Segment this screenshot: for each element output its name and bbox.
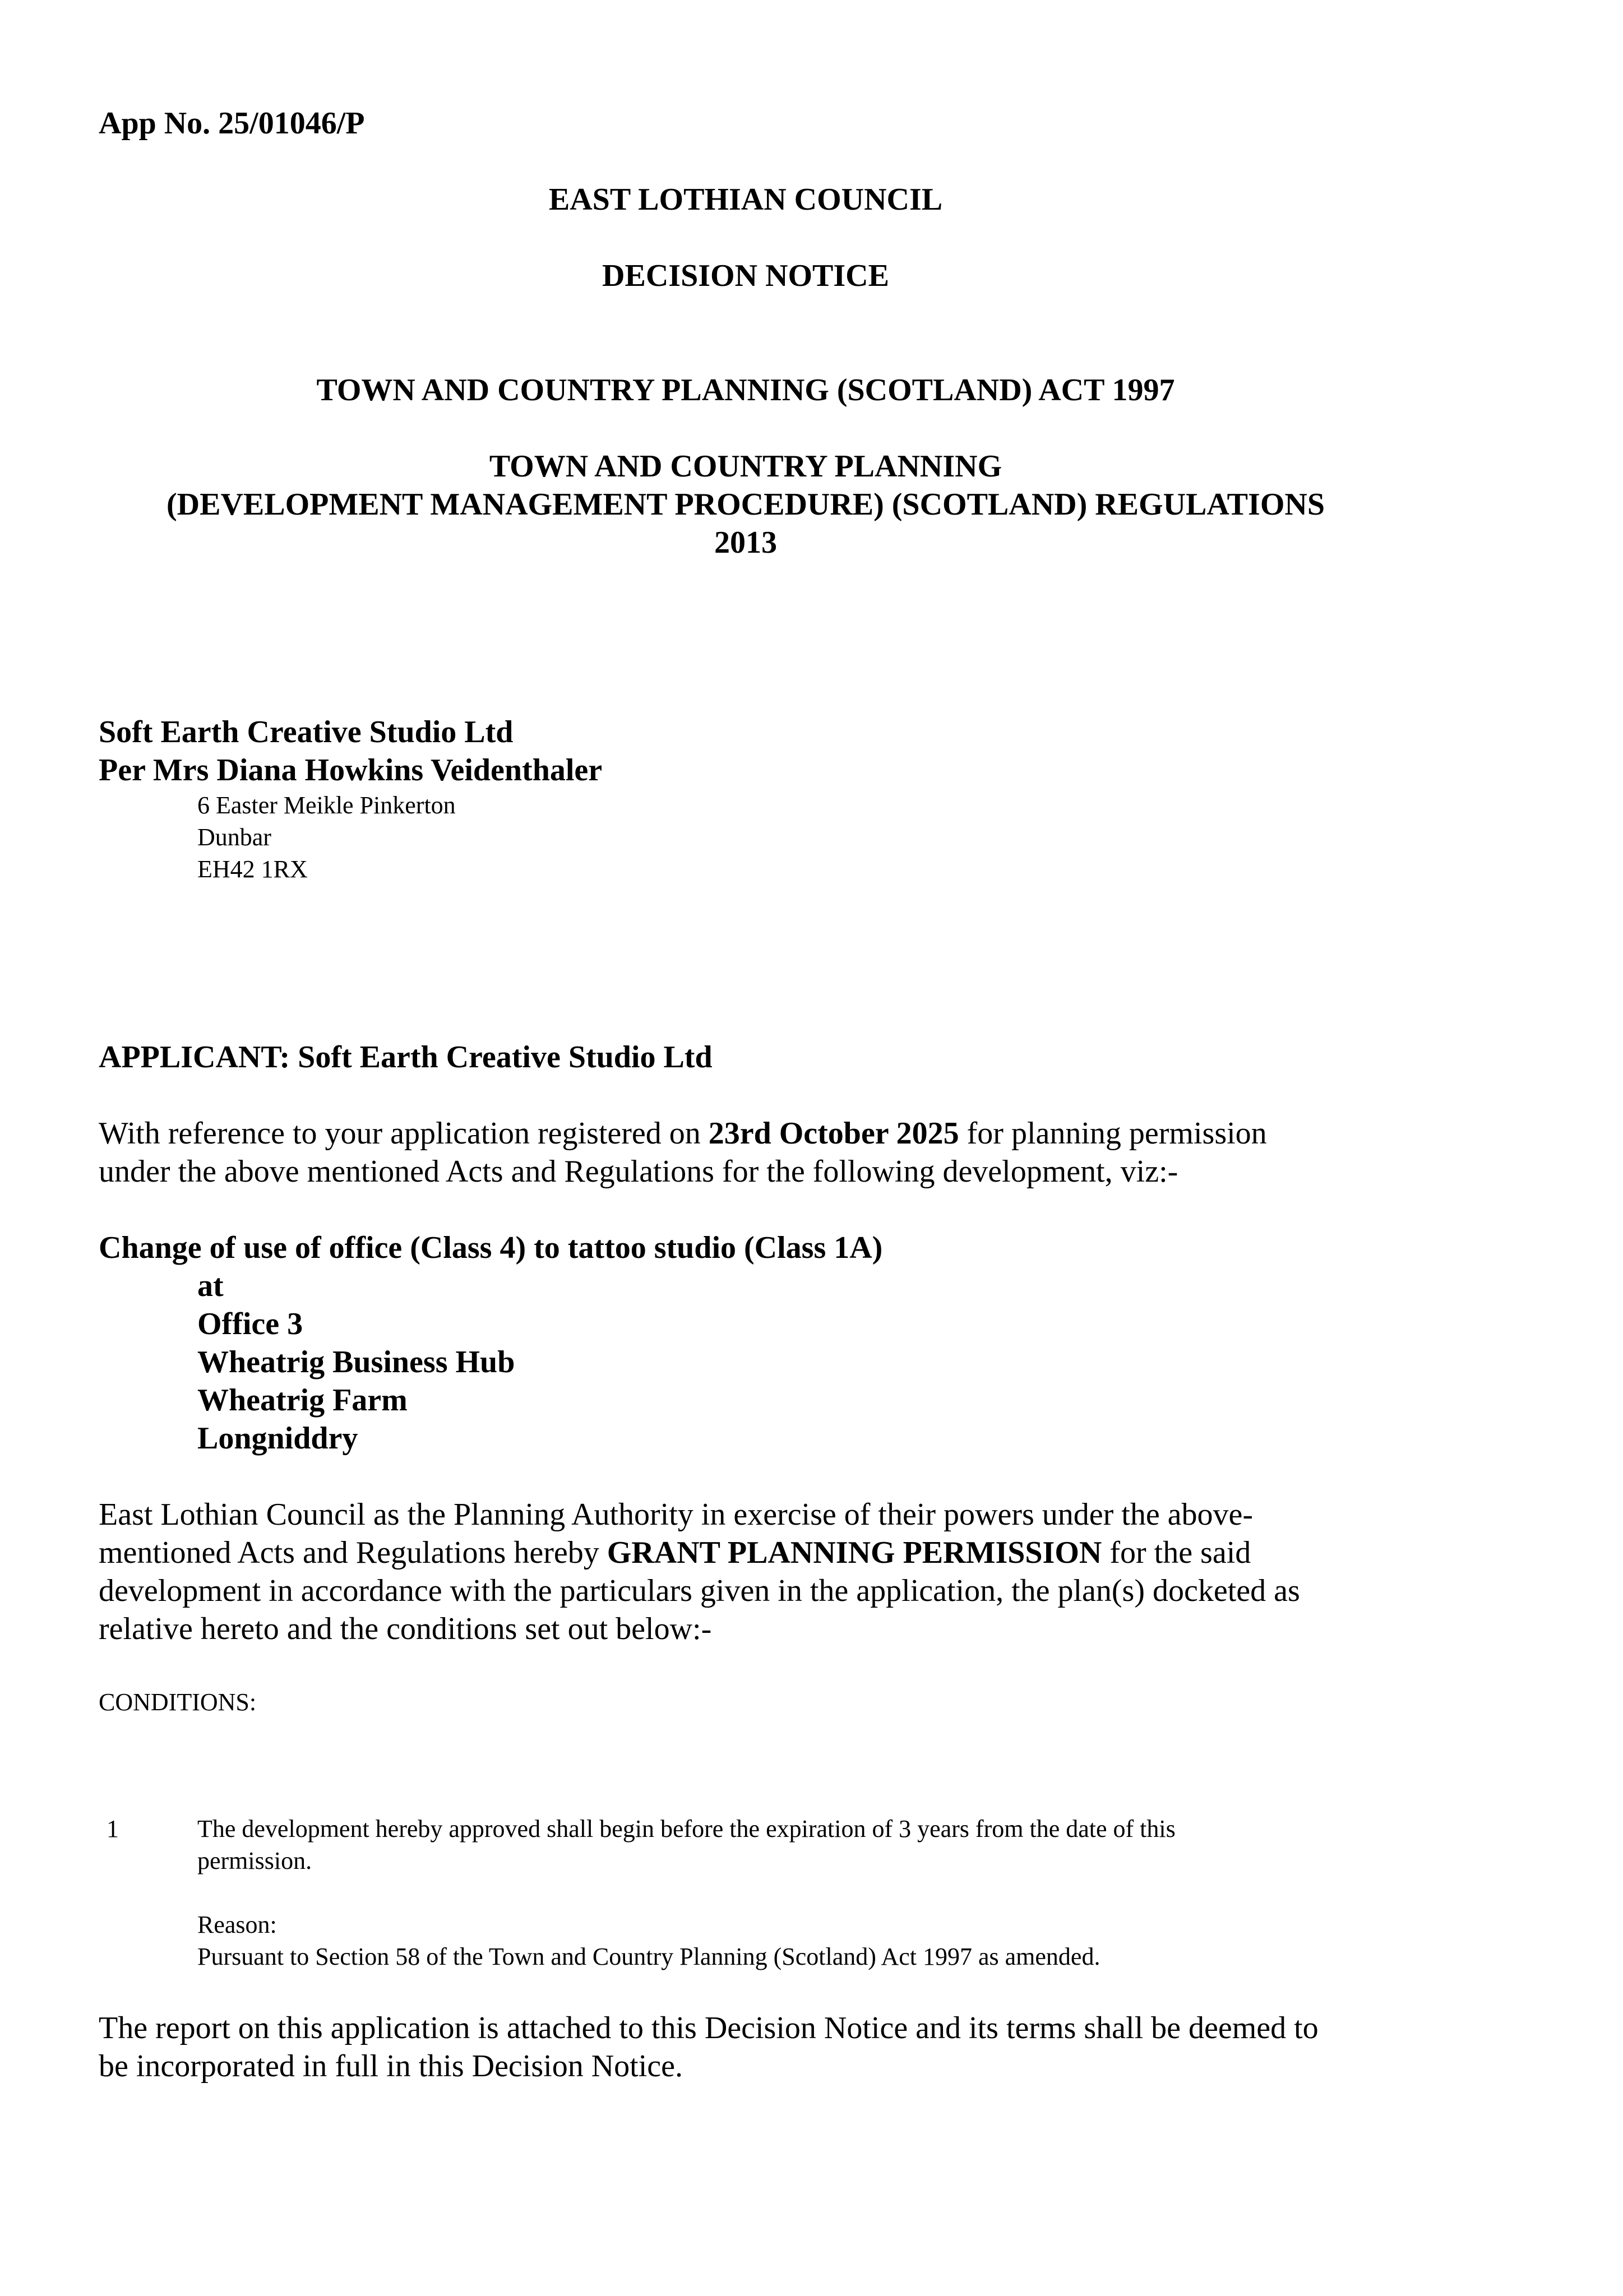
location-line: Longniddry [197,1421,358,1456]
notice-title: DECISION NOTICE [602,258,889,293]
report-note [99,2009,1319,2085]
addressee-agent: Per Mrs Diana Howkins Veidenthaler [99,753,603,788]
regulations-title [0,447,1491,562]
development-location [99,1267,882,1457]
reference-text: for planning permission [959,1116,1267,1151]
grant-line-2 [99,1534,1300,1572]
report-note-line-2: be incorporated in full in this Decision Notice. [99,2049,683,2084]
reference-line-1 [99,1114,1267,1152]
condition-text: The development hereby approved shall begin before the expiration of 3 years from the date of this [197,1815,1176,1843]
regulations-line-3: 2013 [714,525,777,560]
location-line: Wheatrig Farm [197,1383,408,1418]
regulations-line-1: TOWN AND COUNTRY PLANNING [489,449,1002,484]
grant-line-1: East Lothian Council as the Planning Authority in exercise of their powers under the above- [99,1497,1254,1532]
location-at: at [197,1269,224,1303]
regulations-line-2: (DEVELOPMENT MANAGEMENT PROCEDURE) (SCOTLAND) REGULATIONS [167,487,1325,522]
address-line: 6 Easter Meikle Pinkerton [197,791,456,819]
condition-number: 1 [107,1815,119,1843]
address-line: EH42 1RX [197,855,308,883]
act-title: TOWN AND COUNTRY PLANNING (SCOTLAND) ACT 1997 [316,373,1175,408]
decision-text: GRANT PLANNING PERMISSION [607,1535,1102,1570]
development-description: Change of use of office (Class 4) to tattoo studio (Class 1A) [99,1230,883,1265]
reference-paragraph [99,1114,1267,1191]
condition-body [197,1813,1176,1973]
grant-paragraph [99,1496,1300,1648]
condition-text: permission. [197,1847,312,1874]
registration-date: 23rd October 2025 [708,1116,959,1151]
application-number: App No. 25/01046/P [99,106,365,141]
grant-line-3: development in accordance with the particulars given in the application, the plan(s) docketed as [99,1573,1300,1608]
addressee-name: Soft Earth Creative Studio Ltd [99,715,514,749]
location-line: Wheatrig Business Hub [197,1345,515,1380]
addressee-address [99,789,602,885]
reason-text: Pursuant to Section 58 of the Town and Country Planning (Scotland) Act 1997 as amended. [197,1943,1101,1970]
addressee-block [99,713,602,885]
reason-label: Reason: [197,1911,277,1938]
applicant-line: APPLICANT: Soft Earth Creative Studio Ltd [99,1040,713,1075]
grant-line-4: relative hereto and the conditions set out below:- [99,1612,712,1646]
report-note-line-1: The report on this application is attached to this Decision Notice and its terms shall be deemed to [99,2011,1319,2045]
grant-text: mentioned Acts and Regulations hereby [99,1535,607,1570]
location-line: Office 3 [197,1307,303,1341]
council-name: EAST LOTHIAN COUNCIL [548,182,943,217]
reference-text: With reference to your application registered on [99,1116,709,1151]
conditions-heading: CONDITIONS: [99,1688,257,1716]
address-line: Dunbar [197,823,271,851]
reference-line-2: under the above mentioned Acts and Regulations for the following development, viz:- [99,1154,1178,1189]
development-block [99,1229,882,1457]
grant-text: for the said [1102,1535,1251,1570]
